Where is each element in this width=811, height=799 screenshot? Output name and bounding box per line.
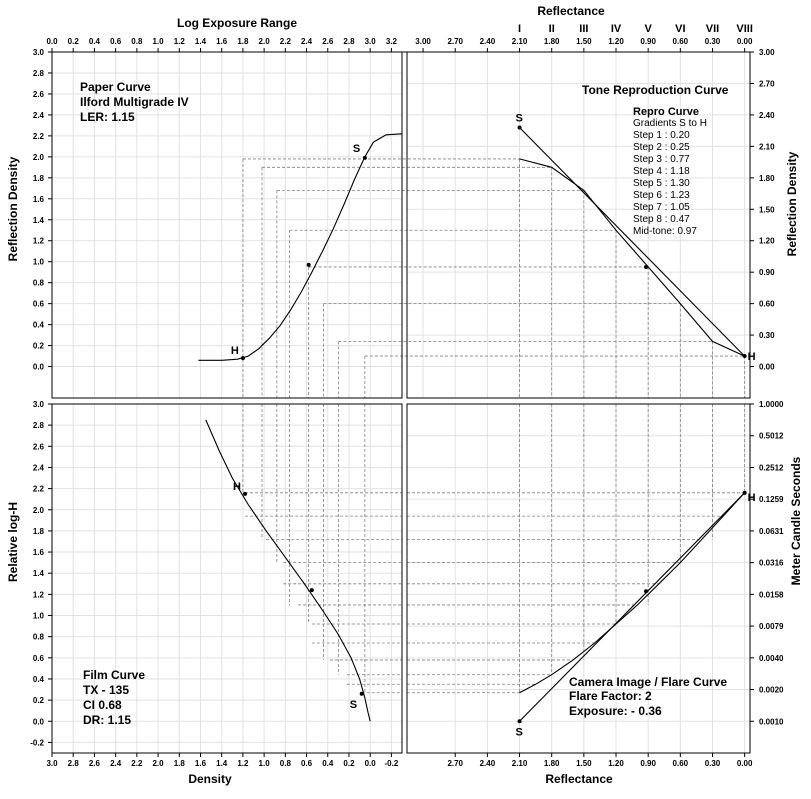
camera-y-tick-label: 0.5012 <box>759 431 784 441</box>
right-bottom-axis-title: Meter Candle Seconds <box>789 456 803 586</box>
film-x-tick-label: 3.0 <box>46 759 58 768</box>
tone-y-tick-label: 0.30 <box>759 331 775 341</box>
repro-legend-line: Step 3 : 0.77 <box>633 154 690 165</box>
roman-step-label: IV <box>610 23 622 35</box>
paper-y-tick-label: 2.0 <box>32 152 44 162</box>
paper-annotation-line-3: LER: 1.15 <box>80 110 135 124</box>
film-marker-label-s: S <box>349 698 358 711</box>
paper-y-tick-label: 0.4 <box>32 320 44 330</box>
paper-x-tick-label: 2.6 <box>322 37 334 46</box>
film-y-tick-label: 2.4 <box>32 463 44 473</box>
film-x-tick-label: 1.0 <box>258 759 270 768</box>
paper-x-tick-label: 1.4 <box>194 37 207 46</box>
camera-x-tick-label: 0.30 <box>704 759 721 768</box>
tone-marker-dot <box>644 265 648 269</box>
roman-step-label: VII <box>705 23 720 35</box>
roman-step-label: VIII <box>736 23 753 35</box>
film-y-tick-label: 1.4 <box>32 569 44 579</box>
repro-legend-line: Step 6 : 1.23 <box>633 190 690 201</box>
film-x-tick-label: 1.8 <box>173 759 185 768</box>
film-y-tick-label: 0.2 <box>32 696 44 706</box>
film-marker-dot <box>243 492 247 496</box>
paper-x-tick-label: 0.6 <box>110 37 122 46</box>
paper-annotation-line-1: Paper Curve <box>80 80 151 94</box>
tone-x-tick-label: 2.40 <box>479 37 496 46</box>
film-x-tick-label: 0.4 <box>322 759 334 768</box>
tone-x-tick-label: 1.50 <box>576 37 592 46</box>
paper-marker-label-s: S <box>352 142 361 155</box>
camera-annotation-line-1: Camera Image / Flare Curve <box>569 675 728 689</box>
paper-x-tick-label: 2.2 <box>279 37 291 46</box>
film-x-tick-label: 1.6 <box>194 759 207 768</box>
film-x-tick-label: 0.8 <box>279 759 291 768</box>
tone-x-tick-label: 0.60 <box>672 37 689 46</box>
film-x-tick-label: 1.2 <box>237 759 249 768</box>
tone-marker-label-h: H <box>747 351 756 364</box>
film-x-tick-label: 2.2 <box>131 759 143 768</box>
camera-x-tick-label: 2.40 <box>479 759 496 768</box>
paper-y-tick-label: 2.8 <box>32 68 44 78</box>
tone-x-tick-label: 1.20 <box>608 37 624 46</box>
tone-x-tick-label: 2.70 <box>447 37 464 46</box>
paper-x-tick-label: 1.6 <box>216 37 228 46</box>
camera-marker-dot <box>518 719 522 723</box>
camera-x-tick-label: 2.70 <box>447 759 464 768</box>
roman-step-label: III <box>579 23 589 35</box>
camera-y-tick-label: 1.0000 <box>759 400 784 409</box>
tone-reproduction-title: Tone Reproduction Curve <box>582 83 729 97</box>
paper-x-tick-label: 0.0 <box>46 37 58 46</box>
paper-y-tick-label: 0.8 <box>32 278 44 288</box>
bottom-left-axis-title: Density <box>188 772 232 786</box>
tone-x-tick-label: 0.30 <box>704 37 721 46</box>
camera-marker-dot <box>644 589 648 593</box>
film-x-tick-label: 1.4 <box>216 759 228 768</box>
roman-step-label: VI <box>675 23 686 35</box>
tone-y-tick-label: 2.40 <box>759 110 775 120</box>
paper-marker-dot <box>363 156 367 160</box>
film-x-tick-label: 0.0 <box>364 759 376 768</box>
tone-marker-dot <box>518 125 522 129</box>
projection-lines-layer <box>243 159 745 693</box>
film-marker-label-h: H <box>233 480 241 493</box>
camera-annotation-line-3: Exposure: - 0.36 <box>569 704 662 718</box>
paper-y-tick-label: 1.0 <box>32 257 44 267</box>
roman-step-label: I <box>518 23 522 35</box>
paper-y-tick-label: 3.0 <box>32 48 44 57</box>
camera-x-tick-label: 2.10 <box>511 759 528 768</box>
film-y-tick-label: 0.4 <box>32 674 44 684</box>
camera-marker-label-s: S <box>515 726 523 739</box>
top-left-axis-title: Log Exposure Range <box>176 16 298 30</box>
repro-legend-line: Step 4 : 1.18 <box>633 166 690 177</box>
film-x-tick-label: 0.6 <box>300 759 313 768</box>
film-curve-annotation <box>83 668 145 727</box>
film-y-tick-label: 3.0 <box>32 400 44 409</box>
tone-marker-label-s: S <box>515 112 523 125</box>
film-annotation-line-3: CI 0.68 <box>83 698 122 712</box>
paper-marker-label-h: H <box>230 345 239 358</box>
film-y-tick-label: 2.2 <box>32 484 44 494</box>
film-y-tick-label: 1.0 <box>32 611 44 621</box>
camera-annotation-line-2: Flare Factor: 2 <box>569 689 652 703</box>
paper-x-tick-label: 3.2 <box>385 37 397 46</box>
film-y-tick-label: 2.8 <box>32 421 44 431</box>
camera-x-tick-label: 0.90 <box>640 759 656 768</box>
paper-y-tick-label: 1.4 <box>32 215 44 225</box>
paper-y-tick-label: 2.4 <box>32 110 44 120</box>
camera-flare-annotation <box>569 675 727 718</box>
tone-panel-frame <box>407 52 750 398</box>
camera-y-tick-label: 0.0010 <box>759 717 784 727</box>
paper-y-tick-label: 0.0 <box>32 362 44 372</box>
paper-annotation-line-2: Ilford Multigrade IV <box>80 95 189 109</box>
film-y-tick-label: 2.0 <box>32 505 44 515</box>
film-y-tick-label: 1.2 <box>32 590 44 600</box>
film-annotation-line-1: Film Curve <box>83 668 146 682</box>
paper-x-tick-label: 1.0 <box>152 37 164 46</box>
camera-y-tick-label: 0.0316 <box>759 558 784 568</box>
film-y-tick-label: -0.2 <box>30 738 44 748</box>
repro-legend-line: Step 2 : 0.25 <box>633 142 690 153</box>
paper-marker-dot <box>307 263 311 267</box>
paper-y-tick-label: 2.2 <box>32 131 44 141</box>
film-y-tick-label: 2.6 <box>32 442 44 452</box>
right-top-axis-title: Reflection Density <box>785 151 799 257</box>
paper-y-tick-label: 1.6 <box>32 194 44 204</box>
paper-y-tick-label: 2.6 <box>32 89 44 99</box>
tone-y-tick-label: 2.70 <box>759 79 775 89</box>
flare-curve-line <box>520 493 745 693</box>
repro-curve-legend <box>633 106 707 237</box>
film-annotation-line-2: TX - 135 <box>83 683 130 697</box>
camera-y-tick-label: 0.0040 <box>759 653 784 663</box>
repro-legend-title: Repro Curve <box>633 106 700 118</box>
film-x-tick-label: 2.6 <box>88 759 100 768</box>
camera-marker-dot <box>743 491 747 495</box>
film-y-tick-label: 0.0 <box>32 717 44 727</box>
paper-x-tick-label: 2.0 <box>258 37 270 46</box>
top-right-axis-title: Reflectance <box>537 4 605 18</box>
paper-x-tick-label: 0.8 <box>131 37 143 46</box>
film-x-tick-label: 2.0 <box>152 759 164 768</box>
paper-x-tick-label: 0.2 <box>67 37 79 46</box>
film-marker-dot <box>360 692 364 696</box>
camera-x-tick-label: 1.50 <box>576 759 592 768</box>
paper-x-tick-label: 2.4 <box>300 37 313 46</box>
paper-y-tick-label: 1.2 <box>32 236 44 246</box>
repro-legend-line: Step 8 : 0.47 <box>633 214 690 225</box>
bottom-right-axis-title: Reflectance <box>545 772 613 786</box>
tone-y-tick-label: 3.00 <box>759 48 775 57</box>
tone-x-tick-label: 0.90 <box>640 37 656 46</box>
paper-y-tick-label: 0.6 <box>32 299 44 309</box>
repro-legend-line: Gradients S to H <box>633 118 707 129</box>
camera-y-tick-label: 0.0158 <box>759 590 784 600</box>
film-y-tick-label: 1.6 <box>32 548 44 558</box>
film-x-tick-label: 2.8 <box>67 759 79 768</box>
camera-y-tick-label: 0.1259 <box>759 495 784 505</box>
camera-y-tick-label: 0.2512 <box>759 463 784 473</box>
camera-x-tick-label: 1.80 <box>543 759 560 768</box>
paper-x-tick-label: 2.8 <box>343 37 355 46</box>
tone-x-tick-label: 3.00 <box>415 37 431 46</box>
paper-x-tick-label: 3.0 <box>364 37 376 46</box>
film-x-tick-label: 2.4 <box>110 759 122 768</box>
film-y-tick-label: 0.8 <box>32 632 44 642</box>
film-annotation-line-4: DR: 1.15 <box>83 713 132 727</box>
film-y-tick-label: 1.8 <box>32 526 44 536</box>
paper-x-tick-label: 1.8 <box>237 37 249 46</box>
roman-step-label: V <box>644 23 652 35</box>
film-y-tick-label: 0.6 <box>32 653 44 663</box>
camera-y-tick-label: 0.0631 <box>759 526 784 536</box>
tone-y-tick-label: 1.50 <box>759 205 775 215</box>
tone-y-tick-label: 1.80 <box>759 173 775 183</box>
tone-y-tick-label: 2.10 <box>759 142 775 152</box>
repro-legend-line: Mid-tone: 0.97 <box>633 226 697 237</box>
camera-y-tick-label: 0.0079 <box>759 622 784 632</box>
repro-legend-line: Step 1 : 0.20 <box>633 130 690 141</box>
film-x-tick-label: 0.2 <box>343 759 355 768</box>
tone-y-tick-label: 0.90 <box>759 268 775 278</box>
roman-step-label: II <box>548 23 555 35</box>
film-curve-line <box>206 420 370 721</box>
camera-x-tick-label: 0.60 <box>672 759 689 768</box>
paper-x-tick-label: 1.2 <box>173 37 185 46</box>
camera-y-tick-label: 0.0020 <box>759 685 784 695</box>
tone-x-tick-label: 0.00 <box>736 37 753 46</box>
repro-legend-line: Step 7 : 1.05 <box>633 202 690 213</box>
repro-legend-line: Step 5 : 1.30 <box>633 178 690 189</box>
camera-x-tick-label: 1.20 <box>608 759 624 768</box>
tone-y-tick-label: 0.00 <box>759 362 775 372</box>
paper-y-tick-label: 0.2 <box>32 341 44 351</box>
left-bottom-axis-title: Relative log-H <box>6 501 20 583</box>
paper-curve-annotation <box>80 80 189 124</box>
left-top-axis-title: Reflection Density <box>6 156 20 262</box>
tone-y-tick-label: 0.60 <box>759 299 775 309</box>
paper-marker-dot <box>241 356 245 360</box>
tone-x-tick-label: 2.10 <box>511 37 528 46</box>
tone-marker-dot <box>743 354 747 358</box>
paper-y-tick-label: 1.8 <box>32 173 44 183</box>
tone-y-tick-label: 1.20 <box>759 236 775 246</box>
camera-x-tick-label: 0.00 <box>736 759 753 768</box>
tone-x-tick-label: 1.80 <box>543 37 560 46</box>
paper-curve-line <box>198 134 402 360</box>
film-marker-dot <box>310 588 314 592</box>
paper-x-tick-label: 0.4 <box>88 37 100 46</box>
film-x-tick-label: -0.2 <box>384 759 399 768</box>
camera-marker-label-h: H <box>747 491 756 504</box>
